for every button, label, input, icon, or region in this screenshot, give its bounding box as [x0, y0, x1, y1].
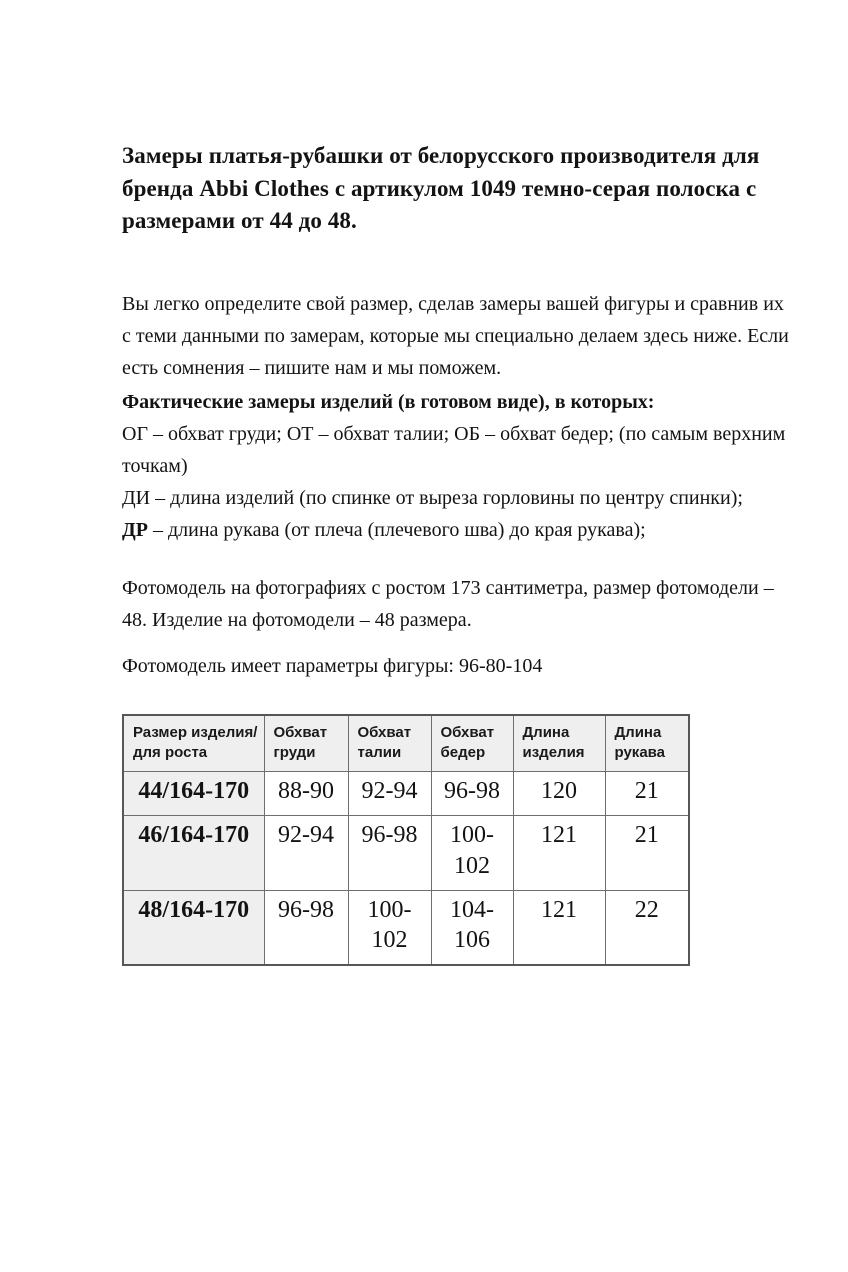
legend-dr-label: ДР — [122, 518, 148, 541]
table-header-cell: Обхват груди — [264, 715, 348, 772]
table-header-row — [123, 715, 689, 772]
table-cell: 96-98 — [431, 772, 513, 816]
table-row — [123, 890, 689, 965]
table-cell: 92-94 — [348, 772, 431, 816]
table-cell: 21 — [605, 816, 689, 890]
table-row — [123, 816, 689, 890]
table-cell: 121 — [513, 816, 605, 890]
model-params-paragraph: Фотомодель имеет параметры фигуры: 96-80-104 — [122, 654, 543, 677]
intro-paragraph: Вы легко определите свой размер, сделав замеры вашей фигуры и сравнив их с теми данными по замерам, которые мы специально делаем здесь ниже. Если есть сомнения – пишите нам и мы поможем. — [122, 292, 789, 379]
legend-line-dr — [122, 514, 792, 546]
table-header-cell: Обхват бедер — [431, 715, 513, 772]
legend-line-di: ДИ – длина изделий (по спинке от выреза горловины по центру спинки); — [122, 486, 743, 509]
table-cell: 96-98 — [348, 816, 431, 890]
model-info-paragraph: Фотомодель на фотографиях с ростом 173 сантиметра, размер фотомодели – 48. Изделие на фотомодели – 48 размера. — [122, 576, 774, 631]
table-cell: 120 — [513, 772, 605, 816]
table-header-cell: Длина изделия — [513, 715, 605, 772]
legend-line-og: ОГ – обхват груди; ОТ – обхват талии; ОБ – обхват бедер; (по самым верхним точкам) — [122, 422, 786, 477]
table-cell: 21 — [605, 772, 689, 816]
legend-heading: Фактические замеры изделий (в готовом виде), в которых: — [122, 390, 655, 413]
table-header-cell: Длина рукава — [605, 715, 689, 772]
table-cell: 121 — [513, 890, 605, 965]
size-cell: 44/164-170 — [123, 772, 264, 816]
size-table — [122, 714, 690, 966]
table-cell: 22 — [605, 890, 689, 965]
table-header-cell: Обхват талии — [348, 715, 431, 772]
table-cell: 100-102 — [348, 890, 431, 965]
table-cell: 96-98 — [264, 890, 348, 965]
table-body — [123, 772, 689, 965]
measurement-legend — [122, 386, 792, 546]
size-cell: 46/164-170 — [123, 816, 264, 890]
table-row — [123, 772, 689, 816]
table-cell: 100-102 — [431, 816, 513, 890]
table-cell: 88-90 — [264, 772, 348, 816]
legend-dr-text: – длина рукава (от плеча (плечевого шва) до края рукава); — [147, 518, 646, 541]
page-title: Замеры платья-рубашки от белорусского производителя для бренда Abbi Clothes с артикулом 1049 темно-серая полоска с размерами от 44 до 48. — [122, 143, 760, 234]
size-cell: 48/164-170 — [123, 890, 264, 965]
table-cell: 104-106 — [431, 890, 513, 965]
table-cell: 92-94 — [264, 816, 348, 890]
table-header-cell: Размер изделия/для роста — [123, 715, 264, 772]
